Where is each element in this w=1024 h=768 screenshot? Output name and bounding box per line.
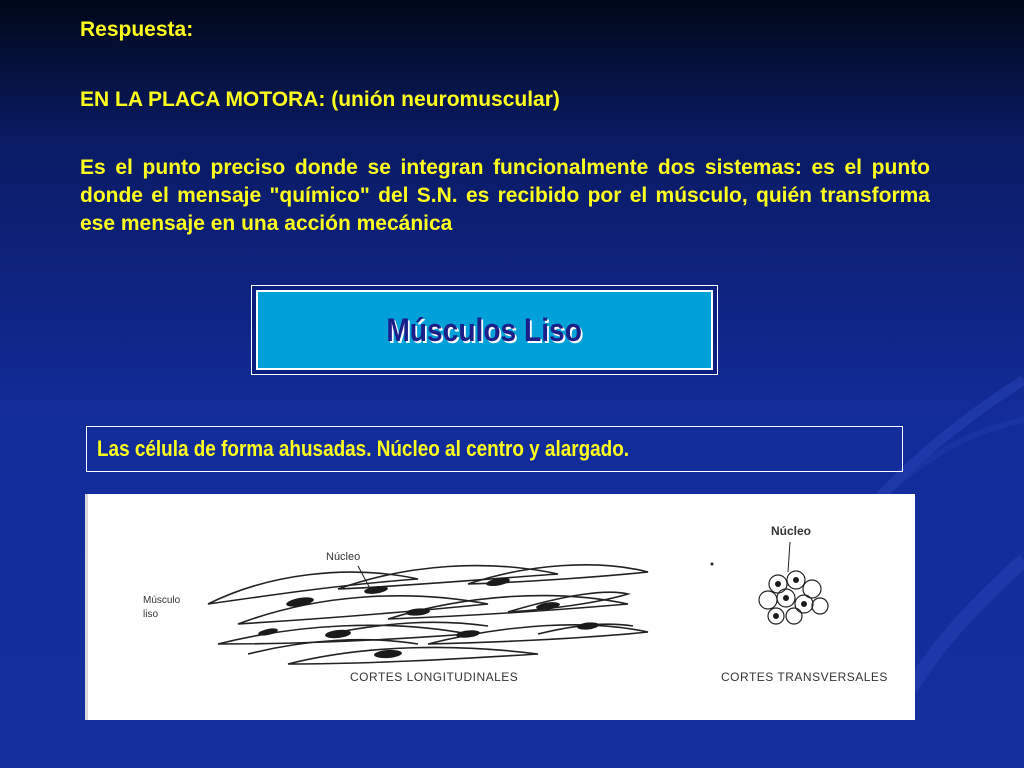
label-longitudinal: CORTES LONGITUDINALES <box>350 670 519 684</box>
smooth-muscle-figure <box>85 494 915 720</box>
label-nucleus-left: Núcleo <box>326 551 361 563</box>
label-nucleus-right: Núcleo <box>771 524 812 538</box>
label-transverse: CORTES TRANSVERSALES <box>721 670 888 684</box>
title-box-inner <box>256 290 713 370</box>
body-paragraph: Es el punto preciso donde se integran funcionalmente dos sistemas: es el punto donde el mensaje "químico" del S.N. es recibido por el músculo, quién transforma ese mensaje en una acción mecánica <box>80 156 930 235</box>
heading: Respuesta: <box>80 18 194 41</box>
description-box <box>86 426 903 472</box>
label-muscle: Músculo liso <box>143 595 181 620</box>
subheading: EN LA PLACA MOTORA: (unión neuromuscular) <box>80 88 560 111</box>
description-text: Las célula de forma ahusadas. Núcleo al centro y alargado. <box>97 436 630 461</box>
title-box <box>251 285 718 375</box>
title-text: Músculos Liso <box>386 311 583 348</box>
